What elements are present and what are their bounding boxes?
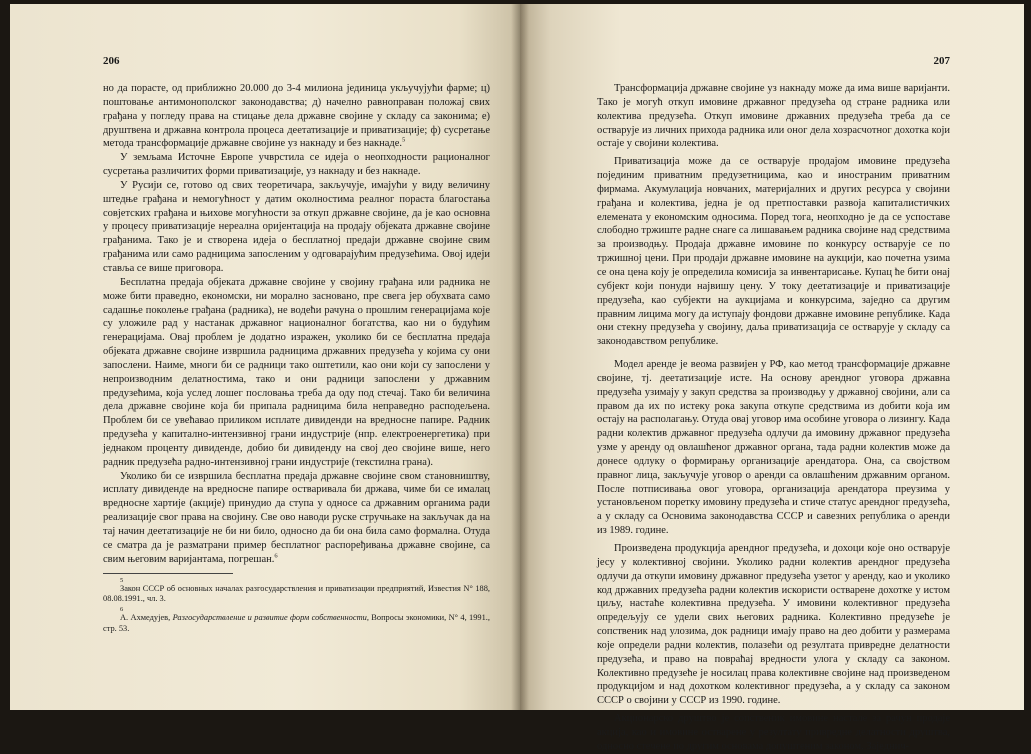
book-gutter bbox=[511, 4, 529, 710]
footnote bbox=[103, 577, 490, 605]
paragraph: Произведена продукција арендног предузећа, и дохоци које оно остварује јесу у колективној својини. Уколико радни колектив арендног предузећа одлучи да откупи имовину државног предузећа узетог у аренду, као и уколико код државних предузећа радни колектив искористи остварене дохотке у истом циљу, настаће колективна предузећа. У имовини колективног предузећа опредељују се удели свих његових радника. Колективно предузеће је сопственик над улозима, док радници имају право на део добити у размерама које определи радни колектив, полазећи од резултата привредне делатности предузећа, и право на повраћај вредности улога у складу са законом. Колективно предузеће је носилац права колективне својине над произведеном продукцијом и над дохотком колективног предузећа, а у складу са законом СССР о својини у СССР из 1990. године. bbox=[597, 543, 950, 707]
footnote-ref: 5 bbox=[402, 136, 406, 144]
footnote-text: Закон СССР об основных началах разгосударствления и приватизации предприятий, Известия N° 188, 08.08.1991., чл. 3. bbox=[103, 583, 490, 603]
footnote-number: 5 bbox=[120, 576, 124, 584]
page-number: 206 bbox=[103, 55, 120, 67]
paragraph: Акционарско друштво је сопственик имовине настале за рачун продаје акција, као и имовине остварене у резултату привредне делатности друштва, односно стечене по другим основама допуштеним законом. Заједнич- bbox=[597, 713, 950, 752]
paragraph: Трансформација државне својине уз накнаду може да има више варијанти. Тако је могућ откуп имовине државног предузећа од стране радника или колектива предузећа. Откуп имовине државних предузећа треба да се остварује из личних прихода радника или оног дела хозрасчотног дохотка који остаје у својини колектива. bbox=[597, 83, 950, 150]
footnote-ref: 6 bbox=[274, 552, 278, 560]
paragraph: Модел аренде је веома развијен у РФ, као метод трансформације државне својине, тј. деетатизације исте. На основу арендног уговора државна предузећа узимају у закуп средства за производњу у државној својини, али са правом да их по истеку рока закупа откупе средствима из добити која им остају на располагању. Отуда овај уговор има особине уговора о лизингу. Када радни колектив државног предузећа одлучи да имовину државног предузећа узме у аренду од овлашћеног државног органа, тада радни колектив може да донесе одлуку о формирању организације арендатора. Она, са својством правног лица, закључује уговор о аренди са овлашћеним државним органом. После потписивања овог уговора, организација арендатора преузима у установљеном поретку имовину предузећа и стиче статус арендног предузећа, а у складу са Основима законодавства СССР и савезних република о аренди из 1989. године. bbox=[597, 359, 950, 537]
footnote-text: А. Ахмедујев, Разгосударствление и развитие форм собственности, Вопросы экономики, N° 4, 1991., стр. 53. bbox=[103, 613, 490, 633]
footnote-number: 6 bbox=[120, 606, 124, 614]
footnote bbox=[103, 606, 490, 634]
paragraph: Уколико би се извршила бесплатна предаја државне својине свом становништву, исплату дивиденде на вредносне папире остваривала би држава, чиме би се ималац вредносне хартије (акције) принудио да ступа у односе са државним органима ради реализације свог права на својину. Све ово наводи руске стручњаке на закључак да на тај начин деетатизације не би ни било, односно да би она била само формална. Отуда се сматра да је разматрани пример бесплатног распоређивања државне својине, са свим његовим варијантама, погрешан.$^6$ bbox=[103, 470, 490, 565]
page-number: 207 bbox=[933, 55, 950, 67]
footnote-divider bbox=[103, 573, 233, 574]
paragraph: У Русији се, готово од свих теоретичара, закључује, имајући у виду величину штедње грађана и немогућност у датим околностима реалног пораста благостања совјетских грађана и њихове могућности за откуп државне својине, да је као основна у процесу приватизације нереална оријентација на продају објеката државне својине грађанима. Тако је и створена идеја о бесплатној предаји државне својине свим грађанима или само радницима запосленим у одговарајућим предузећима. Овој идеји ставља се више приговора. bbox=[103, 179, 490, 274]
footnote-work-title: Разгосударствление и развитие форм собственности bbox=[172, 613, 367, 623]
left-page bbox=[10, 4, 520, 710]
paragraph: Приватизација може да се остварује продајом имовине предузећа појединим приватним предузетницима, као и иностраним приватним фирмама. Акумулација новчаних, материјалних и других ресурса у својини грађана и колектива, једна је од претпоставки развоја капиталистичких елемената у економским односима. Поред тога, неопходно је да се успоставе слободно тржиште радне снаге са лишавањем радника својине над средствима за производњу. Продаја државне имовине по конкурсу остварује се по тржишној цени. При продаји државне имовине на аукцији, као почетна узима се она цена коју је определила комисија за инвентарисање. Купац ће бити онај субјект који понуди највишу цену. У току деетатизације и приватизације предузећа, као субјекти на аукцијама и конкурсима, заједно са другим правним лицима могу да иступају фондови државне имовине републике. Када они стекну предузећа у својину, даља приватизација се остварује у складу са законодавством републике. bbox=[597, 156, 950, 348]
paragraph: У земљама Источне Европе учврстила се идеја о неопходности рационалног сусретања различитих форми приватизације, уз накнаду и без накнаде. bbox=[103, 152, 490, 178]
page-body bbox=[597, 82, 950, 754]
book-spread bbox=[10, 4, 1024, 752]
paragraph: но да порасте, од приближно 20.000 до 3-4 милиона јединица укључујући фарме; ц) поштовање антимонополског законодавства; д) начелно равноправан положај свих грађана у погледу права на стицање дела државне својине у складу са законима; е) друштвена и државна контрола процеса деетатизације и приватизације; ф) сусретање метода трансформације државне својине уз накнаду и без накнаде.$^5$ bbox=[103, 83, 490, 150]
page-body bbox=[103, 82, 490, 634]
paragraph: Бесплатна предаја објеката државне својине у својину грађана или радника не може бити праведно, економски, ни морално засновано, пре свега јер обухвата само садашње поколење грађана (радника), не водећи рачуна о прошлим генерацијама које су уложиле рад у настанак државног национaлног богатства, као ни о будућим генерацијама. Овај проблем је додатно изражен, уколико би се бесплатна предаја објеката државне својине извршила радницима државних предузећа у којима су они запослени. Наиме, многи би се радници тако оштетили, као они који су запослени у непроизводним делатностима, тако и они радници запослени у државним предузећима, која услед лошег пословања треба да оду под стечај. Тако би величина дела државне својине која би припала радницима била неправедно расподељена. Проблем би се увећавао приликом исплате дивиденди на вредносне папире. Радник предузећа у капитално-интензивној грани индустрије (нпр. електроенергетика) при једнаком проценту дивиденде, добио би дивиденду на свој део својине више, него радник предузећа радно-интензивној грани индустрије (текстилна грана). bbox=[103, 276, 490, 468]
right-page bbox=[520, 4, 1024, 752]
